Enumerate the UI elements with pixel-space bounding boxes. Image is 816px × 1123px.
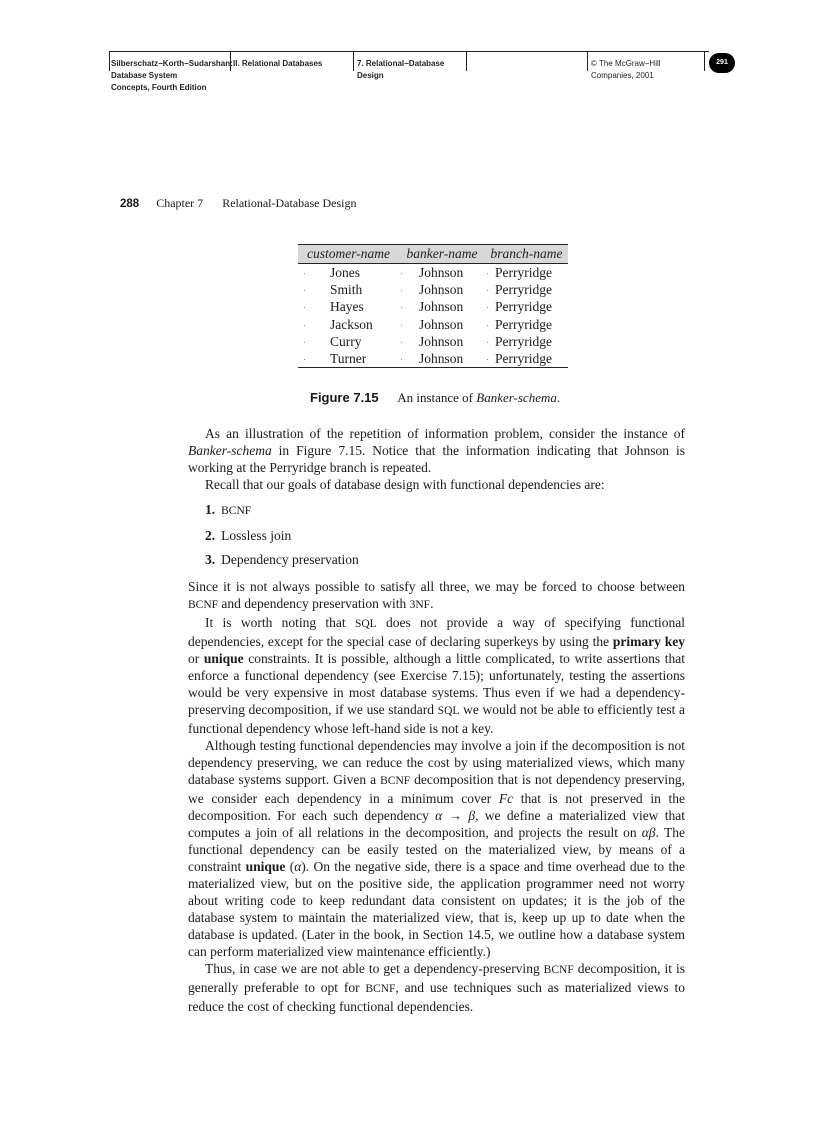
chapter-title: Relational-Database Design <box>222 196 357 210</box>
text-run-smallcaps: SQL <box>437 705 460 717</box>
table-cell: Perryridge <box>485 333 568 350</box>
table-row <box>298 264 568 281</box>
header-divider <box>230 51 231 71</box>
list-item <box>205 527 685 544</box>
table-cell: Smith <box>298 281 399 298</box>
column-header: customer-name <box>307 246 390 261</box>
text-run-italic: Banker-schema <box>188 443 272 458</box>
table-cell: Johnson <box>399 350 485 367</box>
table-cell: Johnson <box>399 264 485 281</box>
paragraph <box>188 578 685 614</box>
text-run-smallcaps: BCNF <box>380 775 411 787</box>
header-book-title-line: Silberschatz−Korth−Sudarshan: <box>111 59 233 68</box>
text-run: It is worth noting that <box>205 615 355 630</box>
table-row <box>298 350 568 367</box>
text-run: Thus, in case we are not able to get a dependency-preserving <box>205 961 544 976</box>
table-cell: Hayes <box>298 298 399 315</box>
table-row <box>298 316 568 333</box>
paragraph: Recall that our goals of database design with functional dependencies are: <box>205 477 605 492</box>
table-row <box>298 298 568 315</box>
text-run: ( <box>285 859 295 874</box>
running-head <box>120 196 356 211</box>
list-number: 2. <box>205 528 216 543</box>
table-cell: Johnson <box>399 333 485 350</box>
header-divider <box>109 51 110 71</box>
text-run: , we define a materialized view that computes a join of all relations in the decomposition, and projects the result on <box>188 808 685 840</box>
paragraph <box>188 960 685 1015</box>
table-cell: Curry <box>298 333 399 350</box>
list-item <box>205 551 685 568</box>
goals-list <box>205 501 685 568</box>
list-label: Lossless join <box>221 528 292 543</box>
column-header: branch-name <box>490 246 563 261</box>
text-run: decomposition that is not dependency preserving, we consider each dependency in a minimum cover <box>188 772 685 806</box>
publisher-header <box>109 51 709 111</box>
text-run: does not provide a way of specifying functional dependencies, except for the special case of declaring superkeys by using the <box>188 615 685 649</box>
header-book-title-line: Concepts, Fourth Edition <box>111 83 207 92</box>
table-row <box>298 281 568 298</box>
header-chapter-line: 7. Relational−Database <box>357 59 445 68</box>
header-copyright <box>591 58 661 82</box>
table-cell: Johnson <box>399 316 485 333</box>
banker-schema-table <box>298 244 568 368</box>
figure-caption <box>310 390 560 406</box>
list-number: 3. <box>205 552 216 567</box>
header-part: II. Relational Databases <box>233 59 323 68</box>
text-run: . <box>430 596 434 611</box>
header-chapter-line: Design <box>357 71 384 80</box>
math-symbol: α → β <box>435 808 476 823</box>
header-chapter <box>357 58 444 82</box>
math-symbol: αβ <box>641 825 656 840</box>
text-run: As an illustration of the repetition of information problem, consider the instance of <box>205 426 685 441</box>
math-symbol: Fc <box>498 791 514 806</box>
text-run-smallcaps: SQL <box>354 618 377 630</box>
text-run-bold: unique <box>245 859 286 874</box>
header-divider <box>466 51 467 71</box>
math-symbol: α <box>294 859 302 874</box>
text-run: or <box>188 651 204 666</box>
header-copyright-line: Companies, 2001 <box>591 71 654 80</box>
list-number: 1. <box>205 502 216 517</box>
text-run: and dependency preservation with <box>218 596 410 611</box>
text-run: that is not preserved in the decomposition. For each such dependency <box>188 791 685 823</box>
header-divider <box>353 51 354 71</box>
table-row <box>298 333 568 350</box>
text-run: , and use techniques such as materialized views to reduce the cost of checking functional dependencies. <box>188 980 685 1014</box>
table-cell: Turner <box>298 350 399 367</box>
text-run-bold: primary key <box>612 634 685 649</box>
text-run-smallcaps: BCNF <box>365 983 396 995</box>
header-book-title <box>111 58 233 94</box>
table-cell: Johnson <box>399 298 485 315</box>
list-label: Dependency preservation <box>221 552 359 567</box>
text-run: . The functional dependency can be easily tested on the materialized view, by means of a constraint <box>188 825 685 874</box>
header-divider <box>704 51 705 71</box>
page-number: 288 <box>120 198 140 210</box>
table-header-row <box>298 245 568 264</box>
table-cell: Perryridge <box>485 281 568 298</box>
text-run-smallcaps: BCNF <box>543 964 574 976</box>
page-number-badge: 291 <box>709 53 735 73</box>
header-rule <box>109 51 709 52</box>
text-run-smallcaps: 3NF <box>409 599 431 611</box>
caption-italic: Banker-schema <box>476 390 557 405</box>
figure-label: Figure 7.15 <box>310 390 379 405</box>
text-run-bold: unique <box>203 651 244 666</box>
text-run: Since it is not always possible to satisfy all three, we may be forced to choose between <box>188 579 685 594</box>
table-body <box>298 264 568 367</box>
table-cell: Perryridge <box>485 298 568 315</box>
header-divider <box>587 51 588 71</box>
column-header: banker-name <box>406 246 478 261</box>
table-cell: Johnson <box>399 281 485 298</box>
text-run-smallcaps: BCNF <box>188 599 219 611</box>
list-label: BCNF <box>221 505 252 517</box>
caption-prefix: An instance of <box>397 390 477 405</box>
table-cell: Jones <box>298 264 399 281</box>
header-copyright-line: © The McGraw−Hill <box>591 59 661 68</box>
table-cell: Perryridge <box>485 316 568 333</box>
text-run: in Figure 7.15. Notice that the information indicating that Johnson is working at the Perryridge branch is repeated. <box>188 443 685 475</box>
body-text <box>188 425 685 1015</box>
list-item <box>205 501 685 520</box>
text-run: constraints. It is possible, although a little complicated, to write assertions that enforce a functional dependency (see Exercise 7.15); unfortunately, testing the assertions would be very expensive in most database systems. Thus even if we had a dependency-preserving decomposition, if we use standard <box>188 651 685 717</box>
text-run: ). On the negative side, there is a space and time overhead due to the materialized view, but on the positive side, the application programmer need not worry about writing code to keep redundant data consistent on updates; it is the job of the database system to maintain the materialized view, that is, keep up up to date when the database is updated. (Later in the book, in Section 14.5, we outline how a database system can perform materialized view maintenance efficiently.) <box>188 859 685 959</box>
table-bottom-rule <box>298 367 568 368</box>
table-cell: Perryridge <box>485 264 568 281</box>
header-book-title-line: Database System <box>111 71 178 80</box>
text-run: Although testing functional dependencies may involve a join if the decomposition is not dependency preserving, we can reduce the cost by using materialized views, which many database systems support. Given a <box>188 738 685 787</box>
chapter-label: Chapter 7 <box>156 196 204 210</box>
text-run: we would not be able to efficiently test a functional dependency whose left-hand side is not a key. <box>188 702 685 736</box>
paragraph <box>188 737 685 960</box>
table-cell: Perryridge <box>485 350 568 367</box>
paragraph <box>188 425 685 476</box>
caption-suffix: . <box>556 390 561 405</box>
table-cell: Jackson <box>298 316 399 333</box>
paragraph <box>188 614 685 737</box>
text-run: decomposition, it is generally preferable to opt for <box>188 961 685 995</box>
